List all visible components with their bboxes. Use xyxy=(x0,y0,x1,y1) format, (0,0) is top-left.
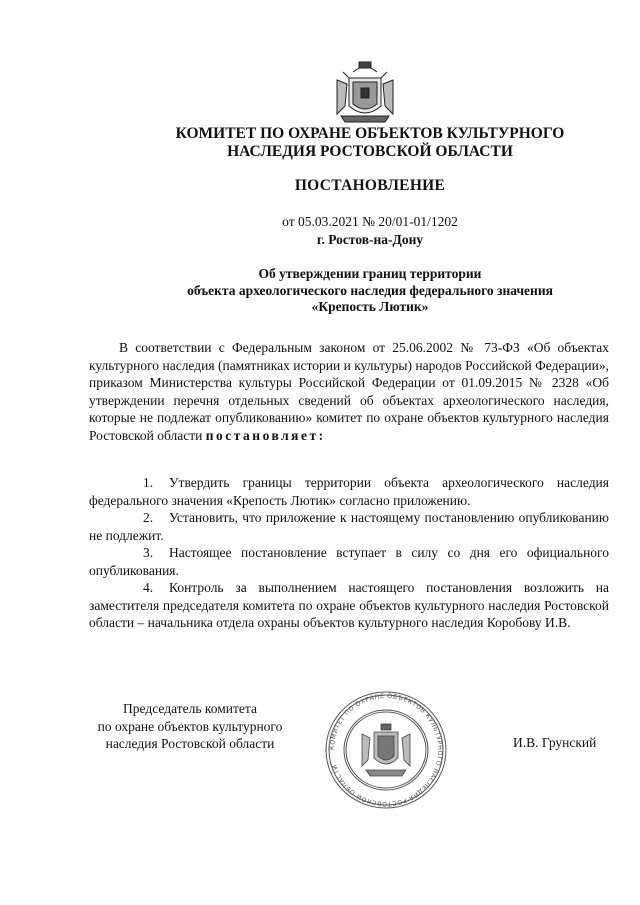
document-type: ПОСТАНОВЛЕНИЕ xyxy=(294,177,446,194)
organization-title-line1: КОМИТЕТ ПО ОХРАНЕ ОБЪЕКТОВ КУЛЬТУРНОГО xyxy=(175,125,565,142)
signatory-position xyxy=(80,700,300,753)
list-item-text: Утвердить границы территории объекта археологического наследия федерального значения «Крепость Лютик» согласно приложению. xyxy=(89,475,609,508)
list-item-number: 3. xyxy=(143,545,154,560)
official-seal-stamp xyxy=(322,688,450,812)
preamble-text: В соответствии с Федеральным законом от 25.06.2002 № 73-ФЗ «Об объектах культурного наследия (памятниках истории и культуры) народов Российской Федерации», приказом Министерства культуры Российской Федерации от 01.09.2015 № 2328 «Об утверждении перечня отдельных сведений об объектах археологического наследия, которые не подлежат опубликованию» комитет по охране объектов культурного наследия Ростовской области xyxy=(89,340,609,443)
subject-line2: объекта археологического наследия федерального значения xyxy=(187,282,553,298)
subject-line3: «Крепость Лютик» xyxy=(311,299,429,314)
list-item xyxy=(89,474,609,509)
list-item-number: 4. xyxy=(143,580,154,595)
coat-of-arms-emblem xyxy=(333,58,397,126)
subject-line1: Об утверждении границ территории xyxy=(258,266,482,281)
seal-text: КОМИТЕТ ПО ОХРАНЕ ОБЪЕКТОВ КУЛЬТУРНОГО НАСЛЕДИЯ РОСТОВСКОЙ ОБЛАСТИ xyxy=(328,692,444,808)
signatory-name: И.В. Грунский xyxy=(513,735,597,750)
list-item xyxy=(89,579,609,632)
document-subject xyxy=(110,266,630,316)
list-item-number: 1. xyxy=(143,475,154,490)
signatory-position-line2: по охране объектов культурного xyxy=(97,718,283,734)
list-item-text: Установить, что приложение к настоящему постановлению опубликованию не подлежит. xyxy=(89,510,609,543)
signatory-position-line3: наследия Ростовской области xyxy=(105,736,275,751)
document-date-number: от 05.03.2021 № 20/01-01/1202 xyxy=(282,214,458,229)
decree-word: постановляет: xyxy=(205,427,326,443)
list-item-number: 2. xyxy=(143,510,154,525)
list-item xyxy=(89,509,609,544)
organization-title xyxy=(120,125,620,161)
preamble-paragraph xyxy=(89,339,609,444)
list-item-text: Контроль за выполнением настоящего постановления возложить на заместителя председателя комитета по охране объектов культурного наследия Ростовской области – начальника отдела охраны объектов культурного наследия Коробову И.В. xyxy=(89,580,609,630)
list-item xyxy=(89,544,609,579)
signatory-position-line1: Председатель комитета xyxy=(123,701,257,716)
list-item-text: Настоящее постановление вступает в силу со дня его официального опубликования. xyxy=(89,545,609,578)
document-city: г. Ростов-на-Дону xyxy=(316,232,424,247)
organization-title-line2: НАСЛЕДИЯ РОСТОВСКОЙ ОБЛАСТИ xyxy=(227,143,513,160)
